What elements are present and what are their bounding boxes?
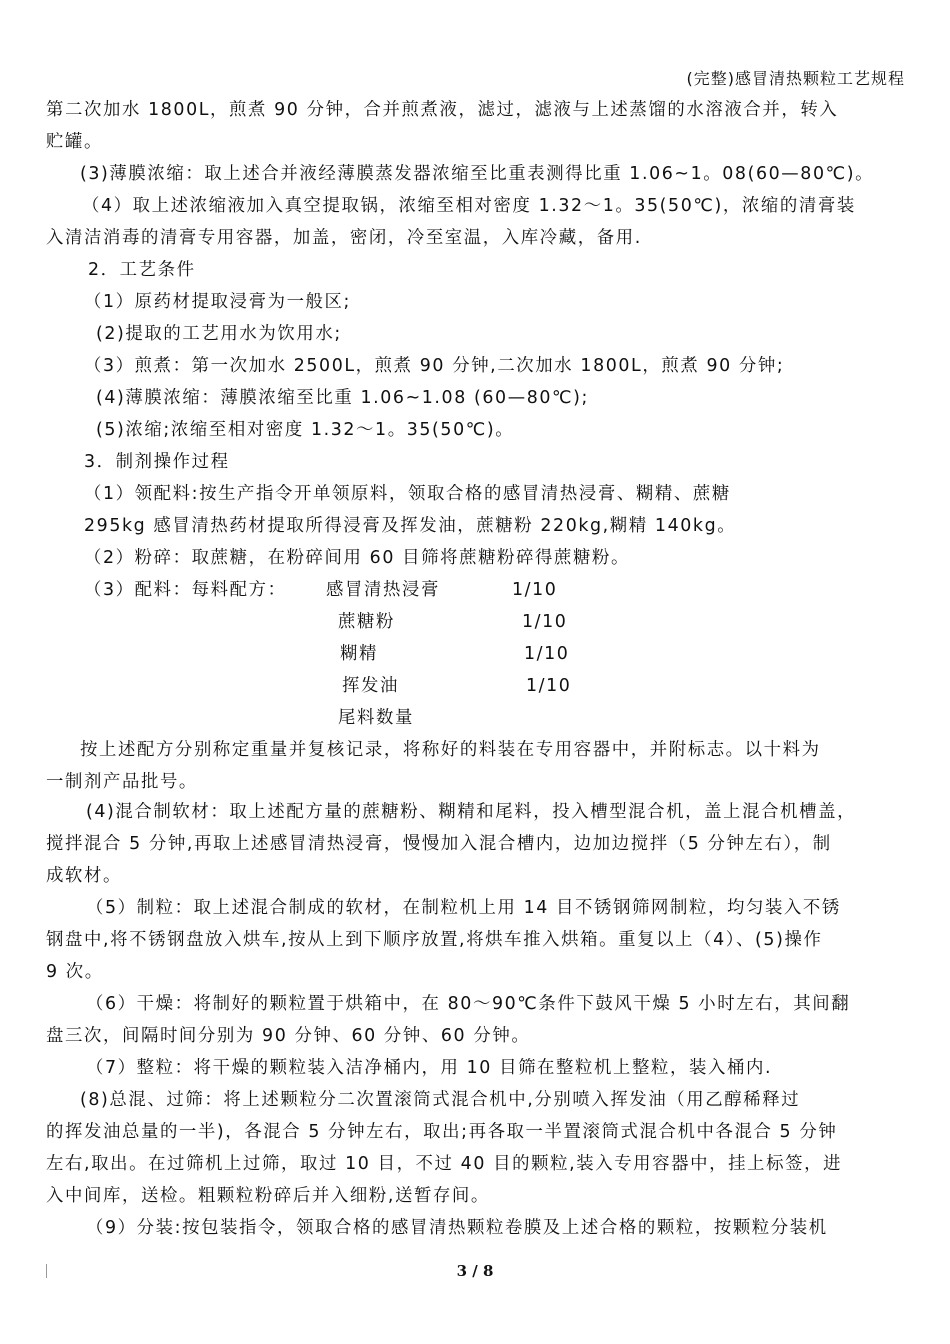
text-line: 295kg 感冒清热药材提取所得浸膏及挥发油，蔗糖粉 220kg,糊精 140kg。 — [84, 516, 737, 536]
text-line: 贮罐。 — [46, 132, 103, 152]
text-line: （1）原药材提取浸膏为一般区; — [84, 292, 352, 312]
text-line: （4）取上述浓缩液加入真空提取锅，浓缩至相对密度 1.32～1。35(50℃)，浓缩的清膏装 — [82, 196, 856, 216]
recipe-item-ratio: 1/10 — [512, 580, 558, 600]
text-line: 左右,取出。在过筛机上过筛，取过 10 目，不过 40 目的颗粒,装入专用容器中，挂上标签，进 — [46, 1154, 843, 1174]
recipe-item-name: 蔗糖粉 — [338, 612, 395, 632]
recipe-item-ratio: 1/10 — [524, 644, 570, 664]
text-line: (4)薄膜浓缩：薄膜浓缩至比重 1.06~1.08 (60—80℃); — [96, 388, 589, 408]
text-line: 的挥发油总量的一半)，各混合 5 分钟左右，取出;再各取一半置滚筒式混合机中各混合 5 分钟 — [46, 1122, 838, 1142]
text-line: 钢盘中,将不锈钢盘放入烘车,按从上到下顺序放置,将烘车推入烘箱。重复以上（4）、(5)操作 — [46, 930, 823, 950]
recipe-label: （3）配料：每料配方： — [84, 580, 287, 600]
text-line: 盘三次，间隔时间分别为 90 分钟、60 分钟、60 分钟。 — [46, 1026, 531, 1046]
recipe-item-name: 挥发油 — [342, 676, 399, 696]
text-line: (5)浓缩;浓缩至相对密度 1.32～1。35(50℃)。 — [96, 420, 515, 440]
text-line: 入中间库，送检。粗颗粒粉碎后并入细粉,送暂存间。 — [46, 1186, 490, 1206]
recipe-item-name: 糊精 — [340, 644, 378, 664]
text-line: 9 次。 — [46, 962, 104, 982]
text-line: (2)提取的工艺用水为饮用水; — [96, 324, 342, 344]
recipe-item-name: 尾料数量 — [338, 708, 414, 728]
text-line: (8)总混、过筛：将上述颗粒分二次置滚筒式混合机中,分别喷入挥发油（用乙醇稀释过 — [80, 1090, 801, 1110]
text-line: 第二次加水 1800L，煎煮 90 分钟，合并煎煮液，滤过，滤液与上述蒸馏的水溶液合并，转入 — [46, 100, 839, 120]
text-line: (3)薄膜浓缩：取上述合并液经薄膜蒸发器浓缩至比重表测得比重 1.06~1。08(60—80℃)。 — [80, 164, 875, 184]
page-number: 3 / 8 — [456, 1262, 494, 1280]
text-line: (4)混合制软材：取上述配方量的蔗糖粉、糊精和尾料，投入槽型混合机，盖上混合机槽盖， — [86, 802, 857, 822]
text-line: （7）整粒：将干燥的颗粒装入洁净桶内，用 10 目筛在整粒机上整粒，装入桶内. — [86, 1058, 773, 1078]
text-line: （9）分装:按包装指令，领取合格的感冒清热颗粒卷膜及上述合格的颗粒，按颗粒分装机 — [86, 1218, 828, 1238]
text-line: 一制剂产品批号。 — [46, 772, 198, 792]
text-line: 入清洁消毒的清膏专用容器，加盖，密闭，冷至室温，入库冷藏，备用. — [46, 228, 642, 248]
text-line: （1）领配料:按生产指令开单领原料，领取合格的感冒清热浸膏、糊精、蔗糖 — [84, 484, 731, 504]
text-line: （6）干燥：将制好的颗粒置于烘箱中，在 80～90℃条件下鼓风干燥 5 小时左右，其间翻 — [86, 994, 851, 1014]
recipe-item-name: 感冒清热浸膏 — [326, 580, 440, 600]
document-header: (完整)感冒清热颗粒工艺规程 — [686, 69, 905, 88]
section-heading: 3．制剂操作过程 — [84, 452, 230, 472]
text-line: 搅拌混合 5 分钟,再取上述感冒清热浸膏，慢慢加入混合槽内，边加边搅拌（5 分钟左右），制 — [46, 834, 832, 854]
section-heading: 2．工艺条件 — [88, 260, 196, 280]
text-line: （5）制粒：取上述混合制成的软材，在制粒机上用 14 目不锈钢筛网制粒，均匀装入不锈 — [86, 898, 841, 918]
recipe-item-ratio: 1/10 — [522, 612, 568, 632]
recipe-item-ratio: 1/10 — [526, 676, 572, 696]
text-line: （3）煎煮：第一次加水 2500L，煎煮 90 分钟,二次加水 1800L，煎煮 90 分钟; — [84, 356, 785, 376]
text-line: 成软材。 — [46, 866, 122, 886]
text-line: 按上述配方分别称定重量并复核记录，将称好的料装在专用容器中，并附标志。以十料为 — [80, 740, 821, 760]
text-line: （2）粉碎：取蔗糖，在粉碎间用 60 目筛将蔗糖粉碎得蔗糖粉。 — [84, 548, 631, 568]
